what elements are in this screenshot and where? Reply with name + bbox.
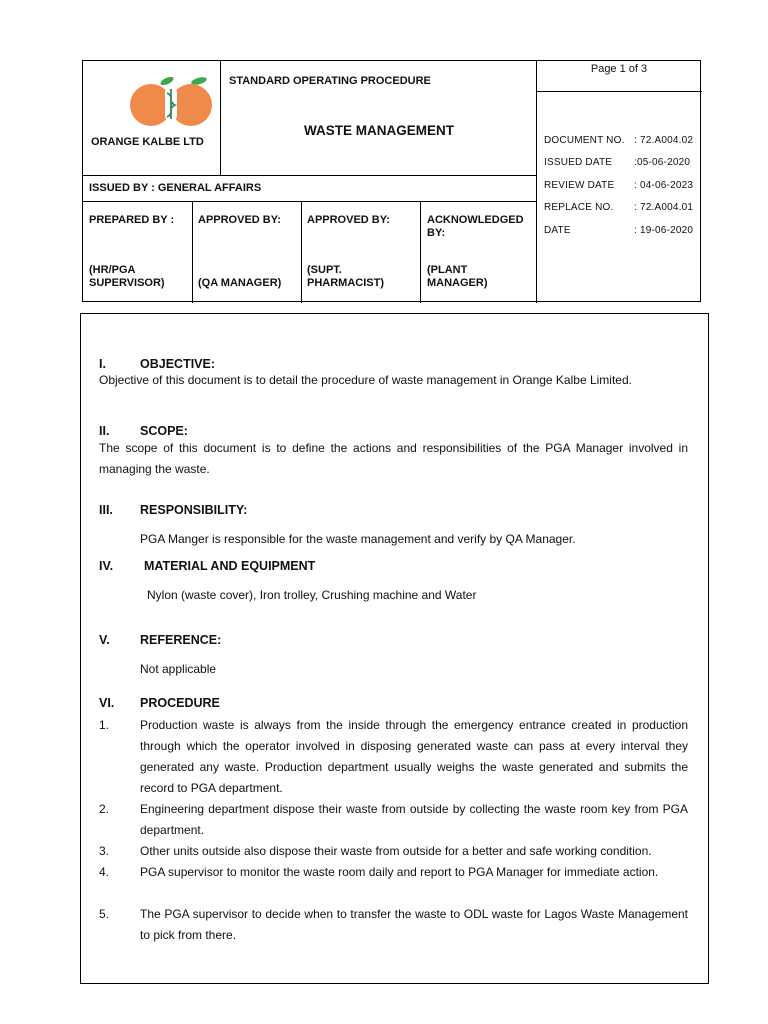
list-item-number: 1. xyxy=(99,718,110,732)
page-number: Page 1 of 3 xyxy=(590,63,648,75)
list-item xyxy=(99,904,688,946)
list-item-number: 5. xyxy=(99,907,110,921)
list-item-text: Engineering department dispose their waste from outside by collecting the waste room key from PGA department. xyxy=(140,802,688,837)
section-material-heading: IV. MATERIAL AND EQUIPMENT xyxy=(99,559,316,573)
leaf-left xyxy=(159,75,174,87)
section-scope-heading: II. SCOPE: xyxy=(99,424,188,438)
signoff-label-approved-qa: APPROVED BY: xyxy=(198,214,281,226)
document-body xyxy=(80,313,709,984)
divider xyxy=(192,201,193,303)
signoff-role-prepared: (HR/PGA SUPERVISOR) xyxy=(89,264,165,289)
divider xyxy=(420,201,421,303)
divider xyxy=(536,91,702,92)
company-name: ORANGE KALBE LTD xyxy=(91,136,204,148)
section-objective-text: Objective of this document is to detail the procedure of waste management in Orange Kalbe Limited. xyxy=(99,373,632,387)
signoff-label-approved-pharm: APPROVED BY: xyxy=(307,214,390,226)
list-item-text: Production waste is always from the inside through the emergency entrance created in production through which the operator involved in disposing generated waste can pass at every interval they generated any waste. Production department usually weighs the waste generated and submits the record to PGA department. xyxy=(140,718,688,795)
divider xyxy=(83,201,536,202)
section-material-text: Nylon (waste cover), Iron trolley, Crushing machine and Water xyxy=(147,588,477,602)
list-item-text: PGA supervisor to monitor the waste room daily and report to PGA Manager for immediate action. xyxy=(140,865,659,879)
list-item-number: 2. xyxy=(99,802,110,816)
section-responsibility-heading: III. RESPONSIBILITY: xyxy=(99,503,248,517)
meta-date: DATE : 19-06-2020 xyxy=(544,225,694,236)
meta-issued-date: ISSUED DATE :05-06-2020 xyxy=(544,157,691,168)
meta-review-date: REVIEW DATE : 04-06-2023 xyxy=(544,180,694,191)
section-responsibility-text: PGA Manger is responsible for the waste management and verify by QA Manager. xyxy=(140,532,576,546)
issued-by: ISSUED BY : GENERAL AFFAIRS xyxy=(89,182,262,194)
divider xyxy=(301,201,302,303)
list-item-text: The PGA supervisor to decide when to transfer the waste to ODL waste for Lagos Waste Management to pick from there. xyxy=(140,907,688,942)
signoff-label-prepared: PREPARED BY : xyxy=(89,214,175,226)
list-item-number: 3. xyxy=(99,844,110,858)
section-reference-text: Not applicable xyxy=(140,662,217,676)
signoff-role-qa: (QA MANAGER) xyxy=(198,277,282,289)
orange-kalbe-logo xyxy=(129,75,215,129)
section-scope-text: The scope of this document is to define the actions and responsibilities of the PGA Manager involved in managing the waste. xyxy=(99,441,688,476)
signoff-role-plant: (PLANT MANAGER) xyxy=(427,264,488,289)
divider xyxy=(83,175,536,176)
list-item xyxy=(99,841,688,862)
section-reference-heading: V. REFERENCE: xyxy=(99,633,222,647)
section-objective-heading: I. OBJECTIVE: xyxy=(99,357,216,371)
divider xyxy=(220,61,221,175)
section-procedure-heading: VI. PROCEDURE xyxy=(99,696,220,710)
list-item-text: Other units outside also dispose their waste from outside for a better and safe working condition. xyxy=(140,844,652,858)
document-header xyxy=(82,60,701,302)
list-item xyxy=(99,799,688,841)
list-item xyxy=(99,715,688,799)
meta-replace-no: REPLACE NO. : 72.A004.01 xyxy=(544,202,694,213)
sop-label: STANDARD OPERATING PROCEDURE xyxy=(229,75,431,87)
signoff-role-pharm: (SUPT. PHARMACIST) xyxy=(307,264,384,289)
meta-document-no: DOCUMENT NO. : 72.A004.02 xyxy=(544,135,694,146)
page-title: WASTE MANAGEMENT xyxy=(304,123,454,138)
divider xyxy=(536,61,537,303)
signoff-label-acknowledged: ACKNOWLEDGED BY: xyxy=(427,214,524,239)
list-item xyxy=(99,862,688,883)
list-item-number: 4. xyxy=(99,865,110,879)
